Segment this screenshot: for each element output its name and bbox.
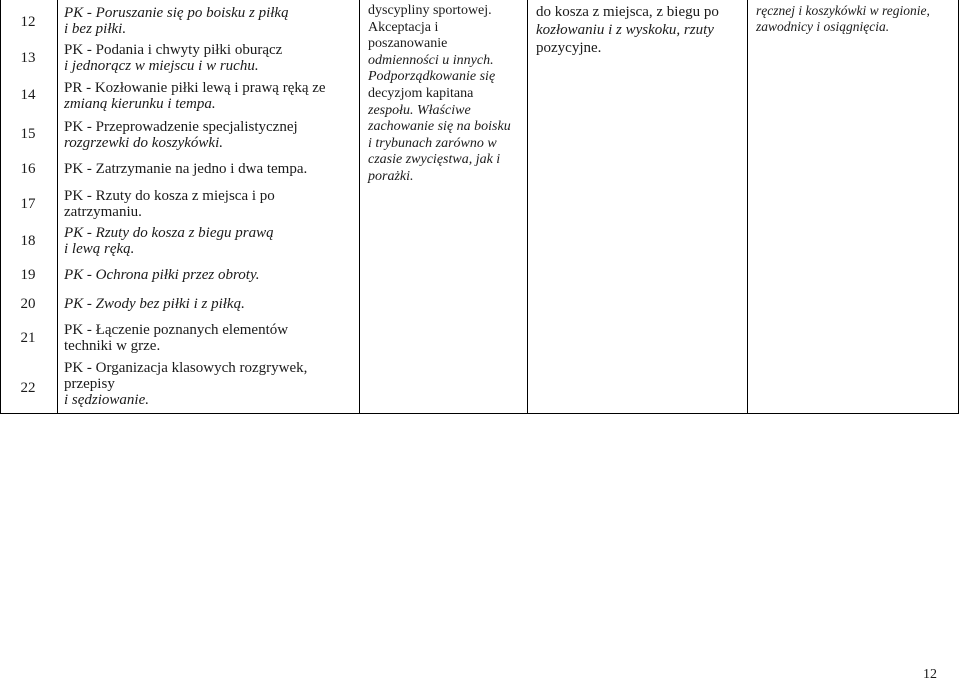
lesson-topic [64, 296, 354, 312]
row-number: 20 [20, 296, 36, 312]
column-line: i trybunach zarówno w [368, 135, 497, 151]
topic-line: techniki w grze. [64, 338, 161, 354]
lesson-topic [64, 188, 354, 220]
topic-line: i jednorącz w miejscu i w ruchu. [64, 58, 259, 74]
column-line: pozycyjne. [536, 40, 602, 56]
column-line: zespołu. Właściwe [368, 102, 471, 118]
topic-line: PK - Organizacja klasowych rozgrywek, [64, 360, 308, 376]
row-number: 22 [20, 380, 36, 396]
row-number: 19 [20, 267, 36, 283]
lesson-topic [64, 360, 354, 408]
column-line: kozłowaniu i z wyskoku, rzuty [536, 22, 714, 38]
lesson-topic [64, 5, 354, 37]
row-number: 12 [20, 14, 36, 30]
row-number: 21 [20, 330, 36, 346]
topic-line: PK - Rzuty do kosza z miejsca i po [64, 188, 275, 204]
lesson-topic [64, 80, 354, 112]
column-divider [527, 0, 528, 414]
column-line: odmienności u innych. [368, 52, 494, 68]
topic-line: PK - Zatrzymanie na jedno i dwa tempa. [64, 161, 308, 177]
row-number: 15 [20, 126, 36, 142]
column-line: poszanowanie [368, 36, 448, 52]
topic-line: PK - Poruszanie się po boisku z piłką [64, 5, 289, 21]
lesson-topic [64, 225, 354, 257]
topic-line: zmianą kierunku i tempa. [64, 96, 216, 112]
row-number: 18 [20, 233, 36, 249]
attitudes-column [368, 3, 524, 186]
skills-column [536, 3, 744, 57]
topic-line: PK - Zwody bez piłki i z piłką. [64, 296, 245, 312]
column-line: dyscypliny sportowej. [368, 3, 492, 18]
topic-line: rozgrzewki do koszykówki. [64, 135, 224, 151]
column-divider [57, 0, 58, 414]
lesson-topic [64, 119, 354, 151]
topic-line: i sędziowanie. [64, 392, 149, 408]
column-line: decyzjom kapitana [368, 85, 474, 101]
topic-line: PK - Podania i chwyty piłki oburącz [64, 42, 283, 58]
lesson-topic [64, 161, 354, 177]
topic-line: i lewą ręką. [64, 241, 135, 257]
row-number: 14 [20, 87, 36, 103]
column-divider [359, 0, 360, 414]
lesson-topic [64, 322, 354, 354]
lesson-topic [64, 267, 354, 283]
column-line: Akceptacja i [368, 19, 439, 35]
page-number: 12 [923, 667, 937, 682]
topic-line: przepisy [64, 376, 115, 392]
column-line: Podporządkowanie się [368, 69, 496, 85]
column-line: porażki. [368, 168, 414, 184]
row-number: 16 [20, 161, 36, 177]
column-divider [747, 0, 748, 414]
lesson-topic [64, 42, 354, 74]
column-line: zawodnicy i osiągnięcia. [756, 19, 890, 34]
topic-line: PK - Łączenie poznanych elementów [64, 322, 289, 338]
topic-line: PK - Ochrona piłki przez obroty. [64, 267, 260, 283]
column-line: zachowanie się na boisku [368, 119, 511, 135]
knowledge-column [756, 3, 956, 35]
column-line: czasie zwycięstwa, jak i [368, 152, 501, 168]
topic-line: PK - Przeprowadzenie specjalistycznej [64, 119, 298, 135]
table-border-bottom [0, 413, 959, 414]
topic-line: PR - Kozłowanie piłki lewą i prawą ręką ze [64, 80, 326, 96]
column-line: do kosza z miejsca, z biegu po [536, 4, 719, 20]
column-line: ręcznej i koszykówki w regionie, [756, 3, 930, 18]
topic-line: i bez piłki. [64, 21, 127, 37]
topic-line: zatrzymaniu. [64, 204, 142, 220]
row-number: 17 [20, 196, 36, 212]
topic-line: PK - Rzuty do kosza z biegu prawą [64, 225, 274, 241]
row-number: 13 [20, 50, 36, 66]
